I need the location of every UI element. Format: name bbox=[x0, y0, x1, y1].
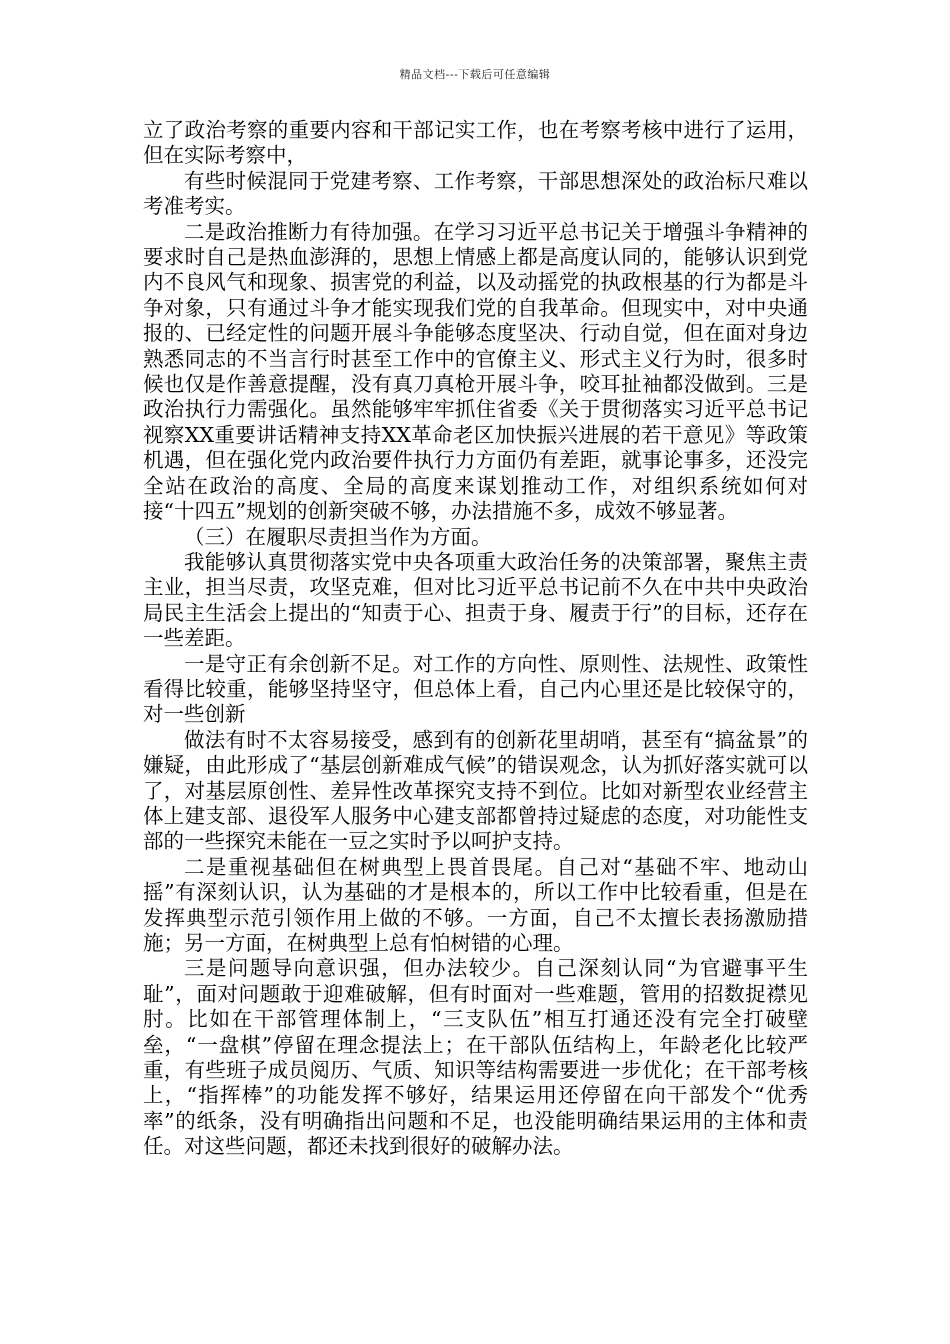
paragraph: 二是政治推断力有待加强。在学习习近平总书记关于增强斗争精神的要求时自己是热血澎湃的，思想上情感上都是高度认同的，能够认识到党内不良风气和现象、损害党的利益，以及动摇党的执政根基的行为都是斗争对象，只有通过斗争才能实现我们党的自我革命。但现实中，对中央通报的、已经定性的问题开展斗争能够态度坚决、行动自觉，但在面对身边熟悉同志的不当言行时甚至工作中的官僚主义、形式主义行为时，很多时候也仅是作善意提醒，没有真刀真枪开展斗争，咬耳扯袖都没做到。三是政治执行力需强化。虽然能够牢牢抓住省委《关于贯彻落实习近平总书记视察XX重要讲话精神支持XX革命老区加快振兴进展的若干意见》等政策机遇，但在强化党内政治要件执行力方面仍有差距，就事论事多，还没完全站在政治的高度、全局的高度来谋划推动工作，对组织系统如何对接“十四五”规划的创新突破不够，办法措施不多，成效不够显著。 bbox=[143, 219, 808, 524]
paragraph: 三是问题导向意识强，但办法较少。自己深刻认同“为官避事平生耻”，面对问题敢于迎难破解，但有时面对一些难题，管用的招数捉襟见肘。比如在干部管理体制上，“三支队伍”相互打通还没有完全打破壁垒，“一盘棋”停留在理念提法上；在干部队伍结构上，年龄老化比较严重，有些班子成员阅历、气质、知识等结构需要进一步优化；在干部考核上，“指挥棒”的功能发挥不够好，结果运用还停留在向干部发个“优秀率”的纸条，没有明确指出问题和不足，也没能明确结果运用的主体和责任。对这些问题，都还未找到很好的破解办法。 bbox=[143, 956, 808, 1159]
document-body bbox=[143, 118, 808, 1160]
paragraph: 一是守正有余创新不足。对工作的方向性、原则性、法规性、政策性看得比较重，能够坚持坚守，但总体上看，自己内心里还是比较保守的，对一些创新 bbox=[143, 651, 808, 727]
paragraph: 有些时候混同于党建考察、工作考察，干部思想深处的政治标尺难以考准考实。 bbox=[143, 168, 808, 219]
paragraph: 做法有时不太容易接受，感到有的创新花里胡哨，甚至有“搞盆景”的嫌疑，由此形成了“基层创新难成气候”的错误观念，认为抓好落实就可以了，对基层原创性、差异性改革探究支持不到位。比如对新型农业经营主体上建支部、退役军人服务中心建支部都曾持过疑虑的态度，对功能性支部的一些探究未能在一豆之实时予以呵护支持。 bbox=[143, 727, 808, 854]
paragraph: 我能够认真贯彻落实党中央各项重大政治任务的决策部署，聚焦主责主业，担当尽责，攻坚克难，但对比习近平总书记前不久在中共中央政治局民主生活会上提出的“知责于心、担责于身、履责于行”的目标，还存在一些差距。 bbox=[143, 549, 808, 651]
paragraph-continuation: 立了政治考察的重要内容和干部记实工作，也在考察考核中进行了运用，但在实际考察中， bbox=[143, 118, 808, 168]
paragraph: 二是重视基础但在树典型上畏首畏尾。自己对“基础不牢、地动山摇”有深刻认识，认为基础的才是根本的，所以工作中比较看重，但是在发挥典型示范引领作用上做的不够。一方面，自己不太擅长表扬激励措施；另一方面，在树典型上总有怕树错的心理。 bbox=[143, 854, 808, 955]
page-header: 精品文档---下载后可任意编辑 bbox=[399, 68, 551, 81]
section-heading: （三）在履职尽责担当作为方面。 bbox=[184, 524, 492, 549]
